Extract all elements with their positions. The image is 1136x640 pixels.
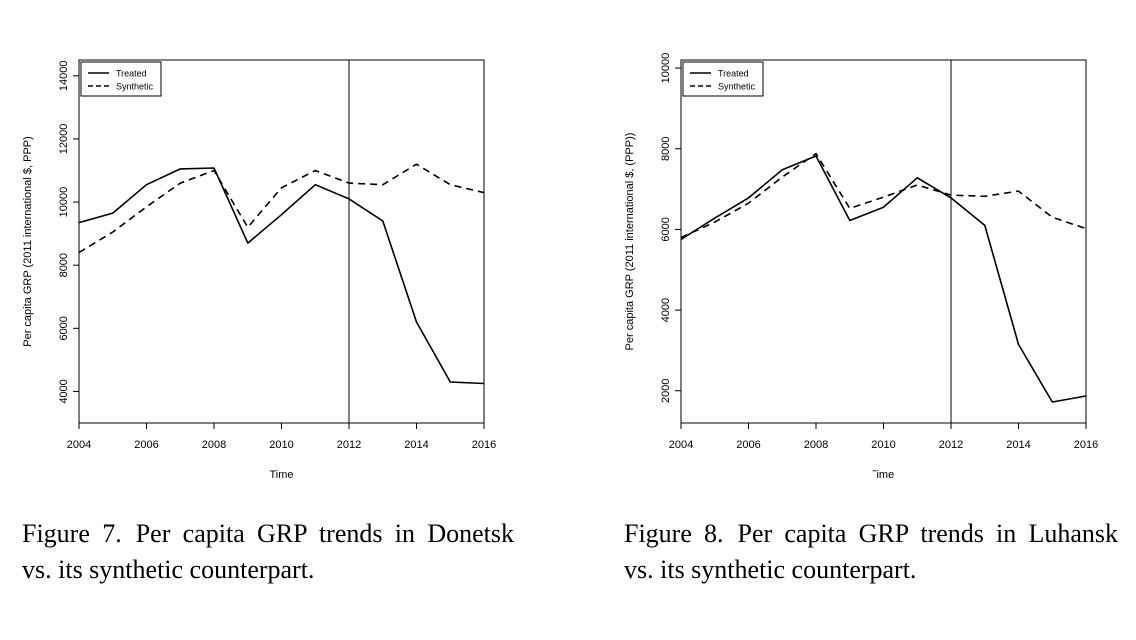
series-line-synthetic bbox=[79, 164, 484, 252]
donetsk-chart bbox=[0, 0, 568, 500]
x-tick-label: 2016 bbox=[471, 439, 497, 451]
x-tick-label: 2012 bbox=[938, 439, 964, 451]
legend-label-synthetic: Synthetic bbox=[116, 81, 154, 92]
y-tick-label: 2000 bbox=[660, 378, 672, 403]
y-tick-label: 10000 bbox=[660, 52, 672, 84]
luhansk-chart bbox=[568, 0, 1136, 500]
figure-8-label: Figure 8. bbox=[624, 519, 724, 548]
y-axis-title: Per capita GRP (2011 international $, PPP) bbox=[22, 136, 34, 347]
x-tick-label: 2004 bbox=[66, 439, 92, 451]
legend-label-treated: Treated bbox=[116, 68, 147, 79]
x-tick-label: 2008 bbox=[803, 439, 829, 451]
figure-7-text: Per capita GRP trends in Donetsk vs. its synthetic counterpart. bbox=[22, 519, 515, 584]
x-tick-label: 2010 bbox=[269, 439, 294, 451]
y-tick-label: 10000 bbox=[58, 186, 70, 218]
y-tick-label: 8000 bbox=[58, 252, 70, 278]
legend-label-treated: Treated bbox=[718, 68, 749, 79]
x-axis-title: ˜ime bbox=[872, 469, 895, 481]
y-axis-title: Per capita GRP (2011 international $, (PPP)) bbox=[624, 132, 636, 351]
x-tick-label: 2010 bbox=[871, 439, 896, 451]
figure-8-text: Per capita GRP trends in Luhansk vs. its synthetic counterpart. bbox=[624, 519, 1118, 584]
y-tick-label: 6000 bbox=[660, 217, 672, 242]
plot-frame bbox=[681, 60, 1086, 423]
x-tick-label: 2006 bbox=[736, 439, 761, 451]
figure-7-label: Figure 7. bbox=[22, 519, 122, 548]
x-tick-label: 2016 bbox=[1073, 439, 1099, 451]
figure-8-panel bbox=[568, 0, 1136, 640]
y-tick-label: 4000 bbox=[660, 297, 672, 323]
x-tick-label: 2014 bbox=[1006, 439, 1031, 451]
y-tick-label: 8000 bbox=[660, 136, 672, 161]
series-line-synthetic bbox=[681, 154, 1086, 238]
x-tick-label: 2008 bbox=[201, 439, 227, 451]
y-tick-label: 4000 bbox=[58, 379, 70, 404]
legend-label-synthetic: Synthetic bbox=[718, 81, 756, 92]
x-tick-label: 2006 bbox=[134, 439, 159, 451]
y-tick-label: 6000 bbox=[58, 316, 70, 341]
series-line-treated bbox=[79, 168, 484, 384]
y-tick-label: 12000 bbox=[58, 123, 70, 155]
plot-frame bbox=[79, 60, 484, 423]
x-axis-title: Time bbox=[269, 469, 294, 481]
y-tick-label: 14000 bbox=[58, 60, 70, 92]
x-tick-label: 2012 bbox=[336, 439, 362, 451]
x-tick-label: 2014 bbox=[404, 439, 429, 451]
x-tick-label: 2004 bbox=[668, 439, 694, 451]
figure-8-caption bbox=[624, 516, 1118, 588]
series-line-treated bbox=[681, 156, 1086, 402]
figure-7-caption bbox=[22, 516, 514, 588]
